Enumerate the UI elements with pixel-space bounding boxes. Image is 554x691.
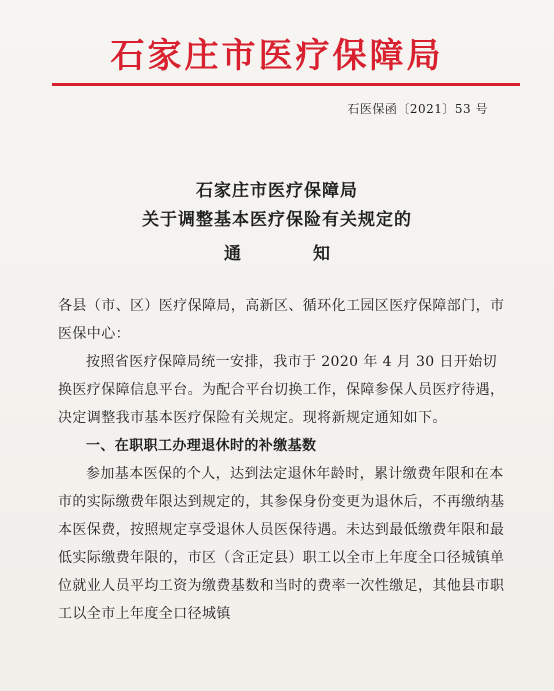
letterhead-red-rule — [52, 83, 520, 86]
document-body — [58, 292, 508, 628]
title-line-2: 关于调整基本医疗保险有关规定的 — [142, 210, 412, 230]
salutation: 各县（市、区）医疗保障局，高新区、循环化工园区医疗保障部门，市医保中心： — [58, 298, 505, 342]
title-line-1: 石家庄市医疗保障局 — [196, 181, 358, 201]
document-number: 石医保函〔2021〕53 号 — [347, 102, 488, 116]
paragraph-2: 参加基本医保的个人，达到法定退休年龄时，累计缴费年限和在本市的实际缴费年限达到规定的，其参保身份变更为退休后，不再缴纳基本医保费，按照规定享受退休人员医保待遇。未达到最低缴费年限和最低实际缴费年限的，市区（含正定县）职工以全市上年度全口径城镇单位就业人员平均工资为缴费基数和当时的费率一次性缴足，其他县市职工以全市上年度全口径城镇 — [58, 466, 505, 622]
title-line-3 — [0, 239, 554, 264]
title-word-2: 知 — [313, 244, 330, 264]
letterhead-title: 石家庄市医疗保障局 — [110, 36, 444, 76]
section-heading-1: 一、在职职工办理退休时的补缴基数 — [86, 438, 317, 454]
paragraph-1: 按照省医疗保障局统一安排，我市于 2020 年 4 月 30 日开始切换医疗保障信息平台。为配合平台切换工作，保障参保人员医疗待遇，决定调整我市基本医疗保险有关规定。现将新规定通知如下。 — [58, 354, 505, 426]
title-word-1: 通 — [224, 244, 241, 264]
